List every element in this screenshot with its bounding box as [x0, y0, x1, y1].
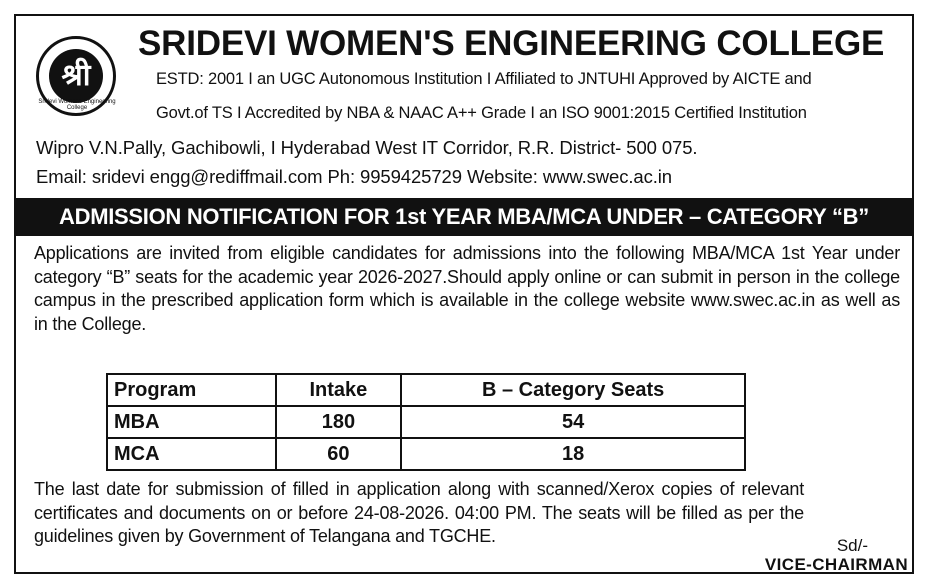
- college-logo: [36, 36, 116, 116]
- logo-ring-text: Sridevi Womens Engineering College: [38, 99, 116, 111]
- row-program: MBA: [107, 406, 276, 438]
- intro-paragraph: Applications are invited from eligible candidates for admissions into the following MBA/MCA 1st Year under category “B” seats for the academic year 2026-2027.Should apply online or can submit in person in the college campus in the prescribed application form which is available in the college website www.swec.ac.in as well as in the College.: [34, 243, 900, 334]
- row-program: MCA: [107, 438, 276, 470]
- row-intake: 60: [276, 438, 402, 470]
- header-intake: Intake: [276, 374, 402, 406]
- accreditation-line-2: Govt.of TS I Accredited by NBA & NAAC A++ Grade I an ISO 9001:2015 Certified Institution: [156, 104, 807, 122]
- header-b-category-seats: B – Category Seats: [401, 374, 745, 406]
- signature-designation: VICE-CHAIRMAN: [764, 555, 908, 574]
- table-header-row: [107, 374, 745, 406]
- seat-table: [106, 373, 746, 471]
- table-row: [107, 438, 745, 470]
- college-address: Wipro V.N.Pally, Gachibowli, I Hyderabad West IT Corridor, R.R. District- 500 075.: [36, 137, 698, 158]
- row-seats: 18: [401, 438, 745, 470]
- advertisement: [14, 14, 914, 574]
- logo-glyph: श्री: [49, 49, 103, 103]
- signature-sd: Sd/-: [836, 536, 868, 555]
- admission-banner: ADMISSION NOTIFICATION FOR 1st YEAR MBA/MCA UNDER – CATEGORY “B”: [16, 198, 912, 236]
- college-contact: Email: sridevi engg@rediffmail.com Ph: 9959425729 Website: www.swec.ac.in: [36, 166, 672, 187]
- closing-paragraph: The last date for submission of filled in application along with scanned/Xerox copies of relevant certificates and documents on or before 24-08-2026. 04:00 PM. The seats will be filled as per the guidelines given by Government of Telangana and TGCHE.: [34, 479, 804, 546]
- row-intake: 180: [276, 406, 402, 438]
- accreditation-line-1: ESTD: 2001 I an UGC Autonomous Institution I Affiliated to JNTUHI Approved by AICTE and: [156, 70, 812, 88]
- row-seats: 54: [401, 406, 745, 438]
- table-row: [107, 406, 745, 438]
- college-name: SRIDEVI WOMEN'S ENGINEERING COLLEGE: [138, 24, 885, 63]
- header-program: Program: [107, 374, 276, 406]
